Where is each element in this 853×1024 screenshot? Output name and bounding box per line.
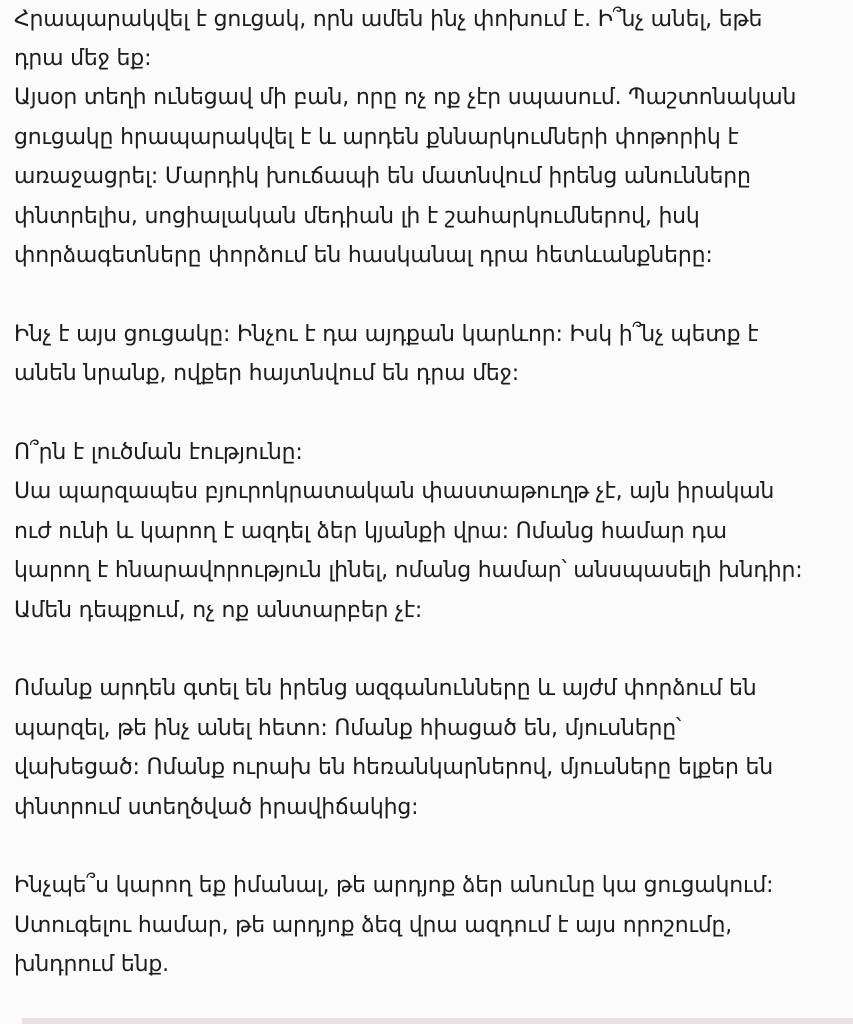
- text-line: Ոմանք արդեն գտել են իրենց ազգանունները և այժմ փորձում են: [14, 676, 757, 702]
- text-line: կարող է հնարավորություն լինել, ոմանց համար՝ անսպասելի խնդիր:: [14, 558, 803, 584]
- paragraph-how-to-check: [14, 866, 839, 984]
- text-line: պարզել, թե ինչ անել հետո: Ոմանք հիացած են, մյուսները՝: [14, 715, 681, 741]
- text-line: Սա պարզապես բյուրոկրատական փաստաթուղթ չէ, այն իրական: [14, 479, 775, 505]
- paragraph-spacer: [14, 827, 839, 866]
- text-line: Հրապարակվել է ցուցակ, որն ամեն ինչ փոխում է. Ի՞նչ անել, եթե: [14, 6, 763, 32]
- text-line: Ինչպե՞ս կարող եք իմանալ, թե արդյոք ձեր անունը կա ցուցակում:: [14, 873, 774, 899]
- text-line: Ամեն դեպքում, ոչ ոք անտարբեր չէ:: [14, 597, 423, 623]
- paragraph-intro: [14, 0, 839, 275]
- text-line: փնտրում ստեղծված իրավիճակից:: [14, 794, 419, 820]
- text-line: Ինչ է այս ցուցակը: Ինչու է դա այդքան կարևոր: Իսկ ի՞նչ պետք է: [14, 321, 759, 347]
- paragraph-spacer: [14, 630, 839, 669]
- paragraph-spacer: [14, 275, 839, 314]
- text-line: Ո՞րն է լուծման էությունը:: [14, 439, 303, 465]
- text-line: դրա մեջ եք:: [14, 45, 152, 71]
- text-line: ցուցակը հրապարակվել է և արդեն քննարկումների փոթորիկ է: [14, 124, 739, 150]
- paragraph-reactions: [14, 669, 839, 827]
- text-line: խնդրում ենք.: [14, 952, 169, 978]
- text-line: Այսօր տեղի ունեցավ մի բան, որը ոչ ոք չէր սպասում. Պաշտոնական: [14, 85, 797, 111]
- text-line: փորձագետները փորձում են հասկանալ դրա հետևանքները:: [14, 242, 713, 268]
- text-line: առաջացրել: Մարդիկ խուճապի են մատնվում իրենց անունները: [14, 164, 751, 190]
- paragraph-essence: [14, 433, 839, 630]
- bottom-divider: [22, 1018, 853, 1024]
- text-line: Ստուգելու համար, թե արդյոք ձեզ վրա ազդում է այս որոշումը,: [14, 912, 733, 938]
- text-line: անեն նրանք, ովքեր հայտնվում են դրա մեջ:: [14, 361, 520, 387]
- text-line: փնտրելիս, սոցիալական մեդիան լի է շահարկումներով, իսկ: [14, 203, 700, 229]
- text-line: վախեցած: Ոմանք ուրախ են հեռանկարներով, մյուսները ելքեր են: [14, 755, 774, 781]
- paragraph-spacer: [14, 394, 839, 433]
- paragraph-questions: [14, 315, 839, 394]
- text-line: ուժ ունի և կարող է ազդել ձեր կյանքի վրա: Ոմանց համար դա: [14, 518, 727, 544]
